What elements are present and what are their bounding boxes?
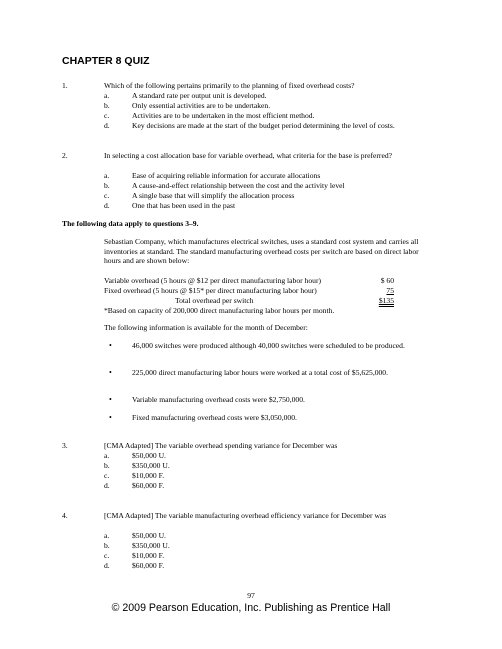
option-letter: d. bbox=[104, 201, 110, 210]
option-letter: a. bbox=[104, 91, 110, 100]
option-text: Ease of acquiring reliable information for accurate allocations bbox=[132, 171, 321, 180]
option-letter: b. bbox=[104, 101, 110, 110]
bullet-text: Variable manufacturing overhead costs were $2,750,000. bbox=[132, 395, 305, 404]
bullet-icon: • bbox=[109, 368, 112, 377]
footnote: *Based on capacity of 200,000 direct manufacturing labor hours per month. bbox=[104, 306, 335, 315]
question-text: In selecting a cost allocation base for variable overhead, what criteria for the base is preferred? bbox=[104, 151, 393, 160]
option-text: $50,000 U. bbox=[132, 531, 166, 540]
copyright-footer: © 2009 Pearson Education, Inc. Publishing as Prentice Hall bbox=[111, 602, 391, 614]
bullet-icon: • bbox=[109, 413, 112, 422]
option-letter: c. bbox=[104, 111, 110, 120]
option-letter: a. bbox=[104, 171, 110, 180]
overhead-row-value: 75 bbox=[386, 286, 394, 295]
option-letter: d. bbox=[104, 121, 110, 130]
overhead-row-label: Variable overhead (5 hours @ $12 per direct manufacturing labor hour) bbox=[104, 276, 322, 285]
bullet-text: 46,000 switches were produced although 40,000 switches were scheduled to be produced. bbox=[132, 341, 405, 350]
overhead-row-value: $ 60 bbox=[380, 276, 394, 285]
bullet-text: 225,000 direct manufacturing labor hours were worked at a total cost of $5,625,000. bbox=[132, 368, 389, 377]
data-section-header: The following data apply to questions 3–9. bbox=[62, 219, 199, 228]
question-number: 1. bbox=[62, 81, 68, 90]
option-text: $60,000 F. bbox=[132, 561, 165, 570]
question-number: 4. bbox=[62, 511, 68, 520]
option-letter: c. bbox=[104, 471, 110, 480]
page-number: 97 bbox=[247, 591, 255, 600]
option-letter: a. bbox=[104, 451, 110, 460]
option-letter: b. bbox=[104, 461, 110, 470]
bullet-text: Fixed manufacturing overhead costs were $3,050,000. bbox=[132, 413, 297, 422]
question-number: 2. bbox=[62, 151, 68, 160]
option-letter: c. bbox=[104, 191, 110, 200]
scenario-intro: Sebastian Company, which manufactures electrical switches, uses a standard cost system and carries all inventories at standard. The standard manufacturing overhead costs per switch are based on direct labor hours and are shown below: bbox=[104, 237, 419, 266]
option-text: Only essential activities are to be undertaken. bbox=[132, 101, 271, 110]
overhead-total-label: Total overhead per switch bbox=[175, 296, 254, 305]
overhead-row-label: Fixed overhead (5 hours @ $15* per direct manufacturing labor hour) bbox=[104, 286, 317, 295]
option-text: A standard rate per output unit is developed. bbox=[132, 91, 267, 100]
question-text: [CMA Adapted] The variable overhead spending variance for December was bbox=[104, 441, 338, 450]
bullet-icon: • bbox=[109, 341, 112, 350]
option-letter: d. bbox=[104, 481, 110, 490]
option-text: $60,000 F. bbox=[132, 481, 165, 490]
option-text: A cause-and-effect relationship between the cost and the activity level bbox=[132, 181, 345, 190]
option-letter: b. bbox=[104, 181, 110, 190]
option-text: $350,000 U. bbox=[132, 461, 170, 470]
option-text: $350,000 U. bbox=[132, 541, 170, 550]
option-text: Key decisions are made at the start of the budget period determining the level of costs. bbox=[132, 121, 395, 130]
option-text: $50,000 U. bbox=[132, 451, 166, 460]
option-letter: d. bbox=[104, 561, 110, 570]
option-text: A single base that will simplify the allocation process bbox=[132, 191, 295, 200]
bullet-icon: • bbox=[109, 395, 112, 404]
question-number: 3. bbox=[62, 441, 68, 450]
option-letter: b. bbox=[104, 541, 110, 550]
option-text: $10,000 F. bbox=[132, 551, 165, 560]
page-title: CHAPTER 8 QUIZ bbox=[62, 55, 150, 67]
option-text: Activities are to be undertaken in the most efficient method. bbox=[132, 111, 315, 120]
question-text: Which of the following pertains primarily to the planning of fixed overhead costs? bbox=[104, 81, 355, 90]
overhead-total-value: $135 bbox=[378, 296, 394, 305]
option-letter: c. bbox=[104, 551, 110, 560]
option-text: $10,000 F. bbox=[132, 471, 165, 480]
info-intro: The following information is available for the month of December: bbox=[104, 323, 308, 332]
option-letter: a. bbox=[104, 531, 110, 540]
option-text: One that has been used in the past bbox=[132, 201, 236, 210]
question-text: [CMA Adapted] The variable manufacturing overhead efficiency variance for December was bbox=[104, 511, 387, 520]
